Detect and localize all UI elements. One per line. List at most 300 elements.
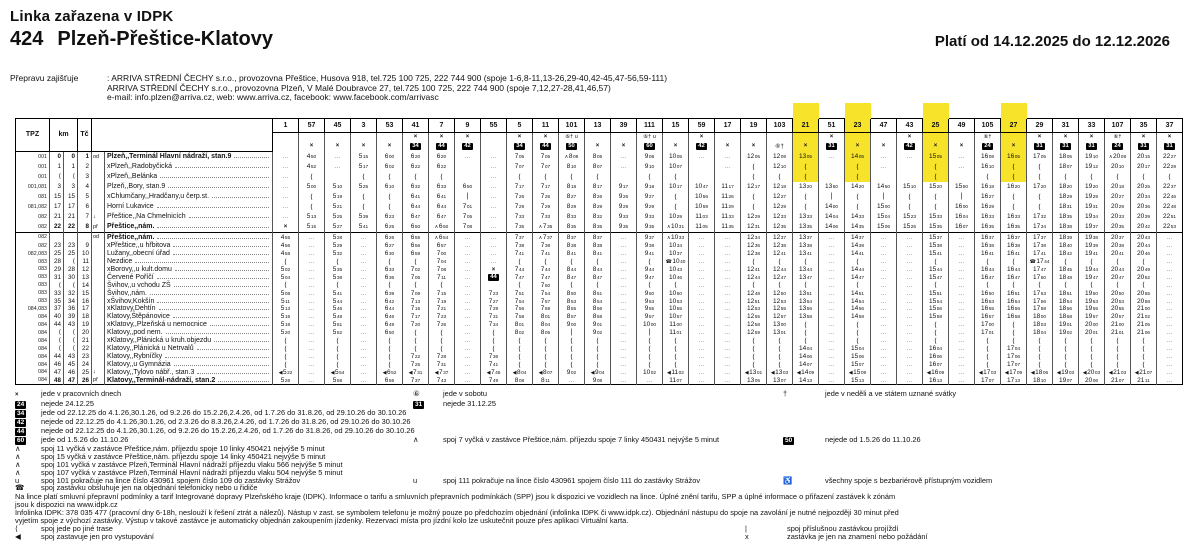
table-row <box>16 369 1183 377</box>
trip-number: 7 <box>429 119 455 133</box>
time-cell: 1829 <box>1053 192 1079 202</box>
time-cell: ... <box>611 376 637 384</box>
km-value: 31 <box>50 273 64 281</box>
direction-marker: od <box>92 232 105 242</box>
time-cell: ... <box>481 172 507 182</box>
time-cell: 1804 <box>1027 329 1053 337</box>
time-cell: ... <box>715 289 741 297</box>
time-cell: ... <box>611 273 637 281</box>
line-number: 424 <box>10 28 44 50</box>
stop-name: Horní Lukavice <box>107 203 154 210</box>
time-cell: ⟨ <box>1001 329 1027 337</box>
time-cell: 844 <box>559 266 585 274</box>
stop-index: 16 <box>78 297 92 305</box>
time-cell: 1305 <box>741 376 767 384</box>
tc-header: Tč <box>78 119 92 152</box>
table-row <box>16 321 1183 329</box>
time-cell: 515 <box>273 313 299 321</box>
km-value: 36 <box>64 305 78 313</box>
time-cell: ⟨ <box>767 345 793 353</box>
time-cell: ... <box>351 337 377 345</box>
time-cell: ... <box>715 281 741 289</box>
legend-symbol: 31 <box>415 400 423 408</box>
time-cell: ... <box>1157 305 1183 313</box>
time-cell: 918 <box>637 182 663 192</box>
time-cell: 1438 <box>845 242 871 250</box>
time-cell: ⟨ <box>559 258 585 266</box>
time-cell: 1934 <box>1079 212 1105 222</box>
time-cell: ... <box>689 345 715 353</box>
trip-note-badge: 60 <box>637 141 663 151</box>
time-cell: ⟨ <box>793 172 819 182</box>
idpk-note: Linka zařazena v IDPK <box>10 8 174 25</box>
time-cell: 1741 <box>1027 250 1053 258</box>
time-cell: ... <box>897 361 923 369</box>
operator-lines <box>107 74 667 103</box>
stop-name: Přeštice,,nám. <box>107 223 155 230</box>
trip-symbol: × <box>1157 133 1183 142</box>
stop-name-cell <box>105 281 273 289</box>
time-cell: ... <box>949 305 975 313</box>
time-cell: 1627 <box>975 192 1001 202</box>
time-cell: ⟨ <box>351 172 377 182</box>
tpz-value: 084 <box>38 337 47 344</box>
time-cell: ... <box>689 337 715 345</box>
legend-text <box>443 445 783 453</box>
time-cell: ... <box>455 353 481 361</box>
time-cell: ⟨ <box>1001 321 1027 329</box>
km-value: 22 <box>64 222 78 233</box>
stop-name-header <box>92 119 273 152</box>
time-cell: ... <box>897 329 923 337</box>
time-cell: 902 <box>585 329 611 337</box>
time-cell: ⟨ <box>1027 337 1053 345</box>
time-cell: 1839 <box>1053 232 1079 242</box>
time-cell: 1803 <box>1027 321 1053 329</box>
time-cell: ... <box>299 321 325 329</box>
time-cell: ... <box>689 376 715 384</box>
time-cell: ⟨ <box>663 172 689 182</box>
time-cell: ... <box>1157 242 1183 250</box>
time-cell: ... <box>897 321 923 329</box>
time-cell: 826 <box>585 192 611 202</box>
tpz-value: 082 <box>38 223 47 230</box>
time-cell: ... <box>689 151 715 162</box>
time-cell: ⟨ <box>585 337 611 345</box>
stop-name-cell <box>105 297 273 305</box>
time-cell: 709 <box>403 289 429 297</box>
time-cell: ... <box>949 151 975 162</box>
time-cell: 935 <box>611 222 637 233</box>
time-cell: 1305 <box>793 151 819 162</box>
stop-name-cell <box>105 162 273 172</box>
time-cell: 705 <box>455 212 481 222</box>
time-cell: 1037 <box>663 250 689 258</box>
time-cell: 1907 <box>1053 376 1079 384</box>
tpz-value: 001 <box>38 173 47 180</box>
trip-number: 35 <box>1131 119 1157 133</box>
legend-symbol: ☎ <box>15 483 25 493</box>
time-cell: ... <box>611 353 637 361</box>
time-cell: ... <box>299 273 325 281</box>
time-cell: 650 <box>455 182 481 192</box>
time-cell: 1551 <box>923 289 949 297</box>
trip-number: 13 <box>585 119 611 133</box>
km-value: 32 <box>64 289 78 297</box>
trip-note-badge: × <box>377 141 403 151</box>
time-cell: ... <box>273 192 299 202</box>
time-cell: ... <box>689 361 715 369</box>
time-cell: 644 <box>377 305 403 313</box>
time-cell: ⟨ <box>767 172 793 182</box>
stop-name: Přeštice,,Na Chmelnicích <box>107 213 186 220</box>
trip-note-badge: × <box>715 141 741 151</box>
table-row <box>16 313 1183 321</box>
legend-text: všechny spoje s bezbariérově přístupným vozidlem <box>825 475 993 485</box>
time-cell: ⟨ <box>975 172 1001 182</box>
time-cell: ⟨ <box>429 281 455 289</box>
time-cell: ⟨ <box>559 345 585 353</box>
line-title: Plzeň-Přeštice-Klatovy <box>57 28 274 50</box>
time-cell: ... <box>949 376 975 384</box>
time-cell: 548 <box>325 313 351 321</box>
time-cell: 811 <box>533 376 559 384</box>
legend-symbol <box>413 484 443 492</box>
time-cell: ... <box>871 321 897 329</box>
time-cell: ... <box>871 337 897 345</box>
time-cell: 1931 <box>1079 202 1105 212</box>
time-cell: 910 <box>637 162 663 172</box>
time-cell: 1447 <box>845 273 871 281</box>
time-cell: 720 <box>403 321 429 329</box>
legend-text: jede od 22.12.25 do 4.1.26,30.1.26, od 9.2.26 do 15.2.26,2.4.26, od 1.7.26 do 31.8.26, od 29.10.26 do 30.10.26 <box>41 407 407 417</box>
time-cell: ⟨ <box>403 345 429 353</box>
time-cell: 1258 <box>741 321 767 329</box>
time-cell: ⟨ <box>351 202 377 212</box>
time-cell: 450 <box>299 151 325 162</box>
legend-symbol: 44 <box>17 427 25 435</box>
time-cell: 754 <box>507 297 533 305</box>
time-cell: ⟨ <box>741 192 767 202</box>
time-cell: ⟨ <box>663 345 689 353</box>
time-cell: 1101 <box>663 329 689 337</box>
time-cell: 805 <box>585 151 611 162</box>
time-cell: 1435 <box>845 222 871 233</box>
time-cell: ... <box>455 242 481 250</box>
time-cell: ... <box>351 250 377 258</box>
km-value: 44 <box>50 321 64 329</box>
time-cell: 731 <box>429 361 455 369</box>
time-cell: ... <box>871 289 897 297</box>
time-cell: 2036 <box>1131 202 1157 212</box>
time-cell: 1231 <box>741 222 767 233</box>
time-cell: ... <box>871 313 897 321</box>
time-cell: 2049 <box>1131 266 1157 274</box>
time-cell: 532 <box>325 250 351 258</box>
time-cell: 856 <box>585 305 611 313</box>
time-cell: 705 <box>403 273 429 281</box>
time-cell: ⟨ <box>533 172 559 182</box>
time-cell: 518 <box>273 321 299 329</box>
time-cell: 1805 <box>1053 151 1079 162</box>
legend-text <box>825 461 992 469</box>
time-cell: ⟨ <box>429 337 455 345</box>
tpz-value: 083 <box>38 298 47 305</box>
time-cell: ⟨ <box>403 258 429 266</box>
time-cell: 1944 <box>1079 266 1105 274</box>
tpz-value: 082 <box>16 232 50 242</box>
time-cell: 1902 <box>1053 329 1079 337</box>
time-cell: ... <box>611 305 637 313</box>
time-cell: ⟨ <box>377 202 403 212</box>
trip-symbol: × <box>1079 133 1105 142</box>
time-cell: 1259 <box>741 329 767 337</box>
time-cell <box>871 172 897 182</box>
time-cell: 838 <box>559 242 585 250</box>
time-cell: ... <box>871 345 897 353</box>
time-cell: ... <box>611 151 637 162</box>
time-cell: ⟨ <box>793 321 819 329</box>
time-cell: ⟨ <box>923 162 949 172</box>
time-cell: 835 <box>585 222 611 233</box>
time-cell: 1253 <box>741 305 767 313</box>
time-cell: ... <box>1157 329 1183 337</box>
time-cell: 626 <box>377 232 403 242</box>
trip-number: 47 <box>871 119 897 133</box>
time-cell: ⟨ <box>1131 345 1157 353</box>
table-row <box>16 345 1183 353</box>
time-cell: ⟨ <box>741 337 767 345</box>
trip-note-badge: 44 <box>429 141 455 151</box>
time-cell: ... <box>897 353 923 361</box>
time-cell: 527 <box>325 222 351 233</box>
time-cell: ⟨ <box>741 172 767 182</box>
time-cell: ⟨ <box>767 281 793 289</box>
time-cell: 1547 <box>923 273 949 281</box>
time-cell: ⟨ <box>273 361 299 369</box>
km-value: 30 <box>64 273 78 281</box>
time-cell: ... <box>819 242 845 250</box>
stop-index: 20 <box>78 329 92 337</box>
time-cell: ... <box>819 345 845 353</box>
km-value: ⟨ <box>64 258 78 266</box>
trip-note-badge: ⑥† <box>767 141 793 151</box>
trip-symbol <box>715 133 741 142</box>
time-cell: ... <box>299 297 325 305</box>
time-cell: 1620 <box>1001 182 1027 192</box>
time-cell: ⟨ <box>273 281 299 289</box>
km-value: 23 <box>50 242 64 250</box>
time-cell: ☎1040 <box>663 258 689 266</box>
time-cell: 801 <box>533 313 559 321</box>
time-cell: ... <box>897 345 923 353</box>
trip-note-badge: × <box>351 141 377 151</box>
legend-text <box>443 453 783 461</box>
stop-name: Lužany,,obecní úřad <box>107 250 170 258</box>
time-cell: 1338 <box>793 242 819 250</box>
trip-symbol <box>793 133 819 142</box>
time-cell: ... <box>481 222 507 233</box>
time-cell: 452 <box>299 162 325 172</box>
time-cell: ⟨ <box>1079 258 1105 266</box>
time-cell: 707 <box>533 162 559 172</box>
tpz-value: 081,082 <box>27 203 47 210</box>
time-cell: ⟨ <box>585 172 611 182</box>
time-cell: 1713 <box>1001 376 1027 384</box>
time-cell: 756 <box>507 305 533 313</box>
time-cell: 1404 <box>793 345 819 353</box>
time-cell: 2038 <box>1105 242 1131 250</box>
time-cell <box>897 162 923 172</box>
time-cell: 723 <box>481 289 507 297</box>
time-cell: ⟨ <box>975 281 1001 289</box>
tpz-value: 081 <box>38 193 47 200</box>
time-cell: ◀1703 <box>975 369 1001 377</box>
time-cell: ⟨ <box>559 337 585 345</box>
legend-symbol: ∧ <box>413 434 419 444</box>
time-cell: ⟨ <box>793 329 819 337</box>
trip-number: 9 <box>455 119 481 133</box>
time-cell: 1638 <box>1001 242 1027 250</box>
time-cell: 1458 <box>845 313 871 321</box>
time-cell: ⟨ <box>507 345 533 353</box>
time-cell: 2248 <box>1157 202 1183 212</box>
legend-row <box>15 390 992 400</box>
time-cell: 759 <box>533 305 559 313</box>
time-cell: 655 <box>403 232 429 242</box>
time-cell: ... <box>481 250 507 258</box>
tpz-value: 083 <box>38 290 47 297</box>
trip-symbol <box>481 133 507 142</box>
table-row <box>16 258 1183 266</box>
stop-index: 5 <box>78 192 92 202</box>
km-value: 21 <box>64 212 78 222</box>
km-value: 44 <box>50 353 64 361</box>
time-cell: ... <box>1157 345 1183 353</box>
time-cell: ... <box>351 313 377 321</box>
time-cell: ... <box>871 353 897 361</box>
time-cell: ... <box>351 289 377 297</box>
time-cell: ◀731 <box>403 369 429 377</box>
time-cell: 622 <box>429 162 455 172</box>
time-cell: 2027 <box>1105 192 1131 202</box>
time-cell: ⟨ <box>845 281 871 289</box>
tpz-value: 083 <box>38 282 47 289</box>
time-cell: ⟨ <box>1157 172 1183 182</box>
tpz-value: 084 <box>38 377 47 384</box>
km-value: 33 <box>50 289 64 297</box>
time-cell: 1705 <box>1027 151 1053 162</box>
stop-index: 3 <box>78 172 92 182</box>
tpz-value: 084,083 <box>27 305 47 312</box>
legend-text: jede v pracovních dnech <box>41 389 122 398</box>
time-cell: 750 <box>533 281 559 289</box>
trip-number: 49 <box>949 119 975 133</box>
time-cell: ... <box>455 289 481 297</box>
table-row <box>16 222 1183 233</box>
time-cell: 708 <box>429 266 455 274</box>
legend-text: nejede 31.12.25 <box>443 398 497 408</box>
time-cell: 1955 <box>1079 305 1105 313</box>
stop-index: 25 <box>78 369 92 377</box>
time-cell <box>689 162 715 172</box>
time-cell: 544 <box>325 297 351 305</box>
km-value <box>50 232 64 242</box>
time-cell: ⟨ <box>559 281 585 289</box>
stop-name: Klatovy,,Rybníčky <box>107 353 163 361</box>
time-cell: 1851 <box>1053 289 1079 297</box>
time-cell: ⟨ <box>637 281 663 289</box>
time-cell: ... <box>455 258 481 266</box>
time-cell: ... <box>1157 258 1183 266</box>
time-cell: 1103 <box>689 212 715 222</box>
stop-name-cell <box>105 250 273 258</box>
legend-text: spoj 111 pokračuje na lince číslo 430961 spojem číslo 111 do zastávky Strážov <box>443 475 701 485</box>
time-cell: 1537 <box>923 232 949 242</box>
time-cell: 2050 <box>1105 289 1131 297</box>
stop-index: 4 <box>78 182 92 192</box>
time-cell: ... <box>949 297 975 305</box>
operator-block <box>10 74 667 103</box>
time-cell: 908 <box>585 376 611 384</box>
time-cell: ... <box>299 289 325 297</box>
table-row <box>16 266 1183 274</box>
trip-note-badge: 34 <box>507 141 533 151</box>
time-cell: ⟨ <box>403 281 429 289</box>
time-cell: 1654 <box>1001 297 1027 305</box>
time-cell: 841 <box>585 250 611 258</box>
legend-symbol <box>413 469 443 477</box>
time-cell: ... <box>897 273 923 281</box>
trip-note-badge: 42 <box>455 141 481 151</box>
time-cell: ... <box>1157 376 1183 384</box>
time-cell: 541 <box>351 222 377 233</box>
stop-name: xKlatovy,,Plánická u kruh.objezdu <box>107 337 212 345</box>
time-cell: ... <box>949 313 975 321</box>
stop-index: 10 <box>78 250 92 258</box>
time-cell: 1244 <box>767 266 793 274</box>
stop-name-cell <box>105 266 273 274</box>
time-cell: 1856 <box>1053 305 1079 313</box>
trip-number: 107 <box>1105 119 1131 133</box>
time-cell: ... <box>715 232 741 242</box>
legend-row <box>15 484 992 492</box>
time-cell: 633 <box>377 266 403 274</box>
stop-name-cell <box>105 329 273 337</box>
time-cell: 1658 <box>1001 313 1027 321</box>
time-cell: ⟨ <box>663 192 689 202</box>
time-cell: ⟨ <box>1079 337 1105 345</box>
stop-index: 14 <box>78 281 92 289</box>
stop-index: 15 <box>78 289 92 297</box>
time-cell: ... <box>715 353 741 361</box>
direction-marker <box>92 345 105 353</box>
time-cell: ⟨ <box>793 192 819 202</box>
time-cell: ... <box>871 273 897 281</box>
time-cell: ... <box>897 250 923 258</box>
stop-name-cell <box>105 345 273 353</box>
time-cell: ⟨ <box>923 192 949 202</box>
km-value: 3 <box>50 182 64 192</box>
legend-symbol <box>783 409 825 418</box>
time-cell: ⟨ <box>793 202 819 212</box>
tpz-value: 084 <box>38 345 47 352</box>
time-cell: ... <box>1157 250 1183 258</box>
time-cell: ⟨ <box>845 321 871 329</box>
time-cell: 1007 <box>663 162 689 172</box>
time-cell: 620 <box>429 151 455 162</box>
time-cell: ⟨ <box>1053 172 1079 182</box>
